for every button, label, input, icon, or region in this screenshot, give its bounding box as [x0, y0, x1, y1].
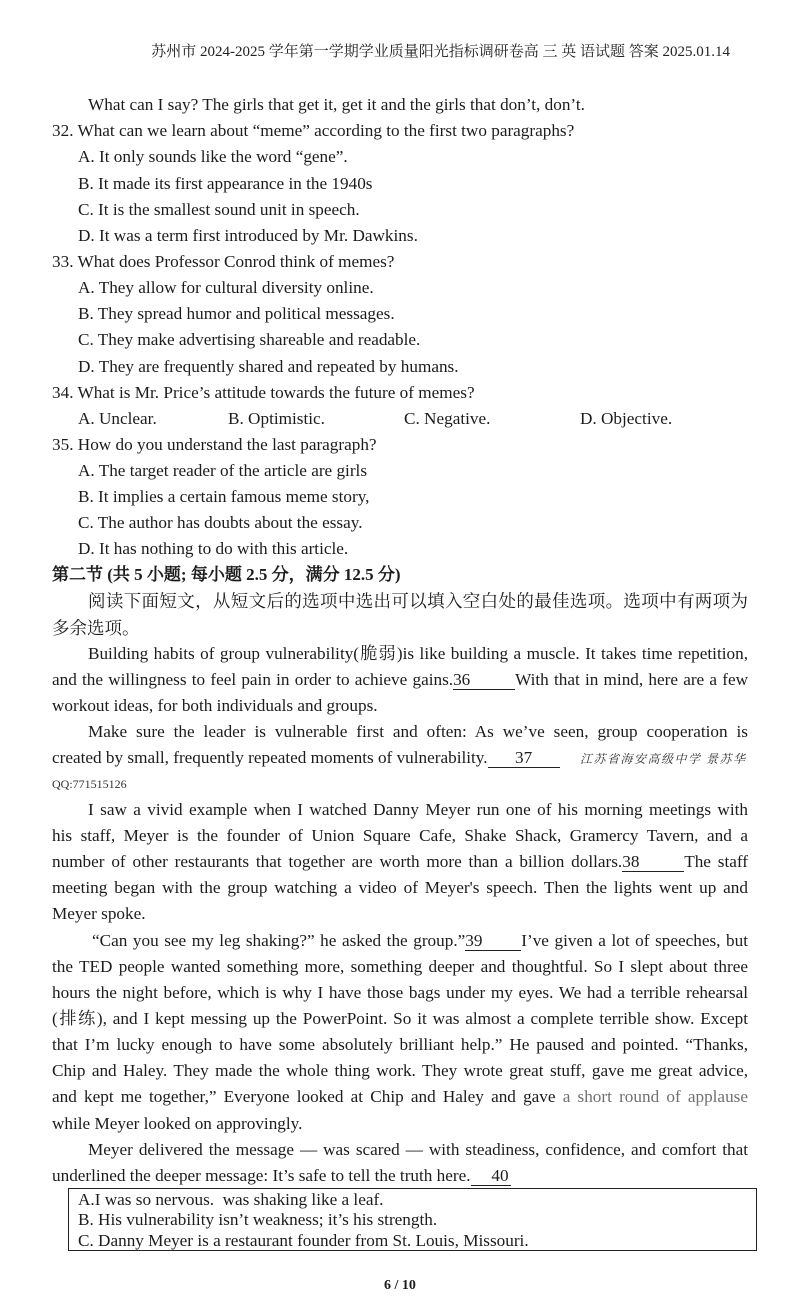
page-number: 6 / 10	[384, 1278, 416, 1293]
passage-line	[92, 928, 748, 954]
passage-line	[52, 1163, 748, 1189]
answer-blank-37: 37	[488, 749, 560, 768]
answer-blank-36: 36	[453, 671, 515, 690]
passage-line	[52, 849, 748, 875]
question-stem: 33. What does Professor Conrod think of memes?	[52, 252, 395, 271]
passage-line: Chip and Haley. They made the whole thing work. They wrote great stuff, gave me great advice,	[52, 1061, 748, 1080]
option-c: C. They make advertising shareable and readable.	[78, 330, 421, 349]
passage-line: workout ideas, for both individuals and groups.	[52, 696, 378, 715]
answer-option-c: C. Danny Meyer is a restaurant founder from St. Louis, Missouri.	[78, 1230, 529, 1250]
passage-text: underlined the deeper message: It’s safe to tell the truth here.	[52, 1166, 471, 1185]
section-heading: 第二节 (共 5 小题; 每小题 2.5 分，满分 12.5 分)	[52, 565, 401, 584]
passage-line: Building habits of group vulnerability(脆弱)is like building a muscle. It takes time repetition,	[88, 644, 748, 663]
question-stem: 32. What can we learn about “meme” according to the first two paragraphs?	[52, 121, 575, 140]
passage-text: and kept me together,” Everyone looked at Chip and Haley and gave	[52, 1087, 563, 1106]
instructions-line-1: 阅读下面短文，从短文后的选项中选出可以填入空白处的最佳选项。选项中有两项为	[88, 591, 748, 611]
answer-option-b: B. His vulnerability isn’t weakness; it’s his strength.	[78, 1210, 438, 1230]
question-stem: 35. How do you understand the last paragraph?	[52, 435, 377, 454]
passage-line: Meyer delivered the message — was scared — with steadiness, confidence, and comfort that	[88, 1140, 748, 1159]
question-stem: 34. What is Mr. Price’s attitude towards the future of memes?	[52, 383, 475, 402]
passage-line: Make sure the leader is vulnerable first and often: As we’ve seen, group cooperation is	[88, 722, 748, 741]
page-header-title: 苏州市 2024-2025 学年第一学期学业质量阳光指标调研卷高 三 英 语试题 答案 2025.01.14	[151, 44, 730, 60]
passage-line: that I’m lucky enough to have some absolutely brilliant help.” He paused and pointed. “Thanks,	[52, 1035, 748, 1054]
option-b: B. Optimistic.	[228, 409, 325, 428]
option-a: A. The target reader of the article are girls	[78, 461, 368, 480]
passage-line: (排练), and I kept messing up the PowerPoint. So it was almost a complete terrible show. Except	[52, 1009, 748, 1028]
option-d: D. Objective.	[580, 409, 673, 428]
option-b: B. They spread humor and political messages.	[78, 304, 395, 323]
highlighted-phrase: a short round of applause	[562, 1087, 748, 1106]
option-b: B. It made its first appearance in the 1940s	[78, 174, 373, 193]
answer-blank-38: 38	[622, 853, 684, 872]
answer-blank-40: 40	[471, 1167, 511, 1186]
option-b: B. It implies a certain famous meme story,	[78, 487, 370, 506]
passage-line: while Meyer looked on approvingly.	[52, 1114, 303, 1133]
passage-text: number of other restaurants that together are worth more than a billion dollars.	[52, 852, 623, 871]
option-c: C. The author has doubts about the essay.	[78, 513, 363, 532]
passage-line: his staff, Meyer is the founder of Union Square Cafe, Shake Shack, Gramercy Tavern, and a	[52, 826, 748, 845]
passage-text: With that in mind, here are a few	[515, 670, 748, 689]
passage-line	[52, 667, 748, 693]
source-school-note: 江苏省海安高级中学 景苏华	[580, 752, 747, 766]
option-c: C. It is the smallest sound unit in speech.	[78, 200, 360, 219]
instructions-line-2: 多余选项。	[52, 618, 140, 638]
answer-options-box	[68, 1188, 757, 1251]
answer-option-a: A.I was so nervous. was shaking like a leaf.	[78, 1190, 384, 1209]
passage-line: hours the night before, which is why I have those bags under my eyes. We had a terrible rehearsal	[52, 983, 748, 1002]
passage-line: the TED people wanted something more, something deeper and thoughtful. So I slept about three	[52, 957, 748, 976]
option-d: D. They are frequently shared and repeated by humans.	[78, 357, 459, 376]
option-a: A. They allow for cultural diversity online.	[78, 278, 374, 297]
passage-text: I’ve given a lot of speeches, but	[521, 931, 748, 950]
answer-blank-39: 39	[465, 932, 521, 951]
option-c: C. Negative.	[404, 409, 491, 428]
passage-text: created by small, frequently repeated moments of vulnerability.	[52, 748, 488, 767]
passage-line: meeting began with the group watching a video of Meyer's speech. Then the lights went up and	[52, 878, 748, 897]
passage-text: The staff	[684, 852, 748, 871]
option-a: A. Unclear.	[78, 409, 157, 428]
option-a: A. It only sounds like the word “gene”.	[78, 147, 348, 166]
passage-text: and the willingness to feel pain in order to achieve gains.	[52, 670, 454, 689]
passage-line: Meyer spoke.	[52, 904, 146, 923]
passage-closing-line: What can I say? The girls that get it, get it and the girls that don’t, don’t.	[88, 95, 585, 114]
passage-line	[52, 1084, 748, 1110]
source-qq-note: QQ:771515126	[52, 777, 127, 791]
passage-text: “Can you see my leg shaking?” he asked the group.”	[92, 931, 466, 950]
option-d: D. It has nothing to do with this article.	[78, 539, 349, 558]
option-d: D. It was a term first introduced by Mr. Dawkins.	[78, 226, 418, 245]
passage-line: I saw a vivid example when I watched Danny Meyer run one of his morning meetings with	[88, 800, 748, 819]
